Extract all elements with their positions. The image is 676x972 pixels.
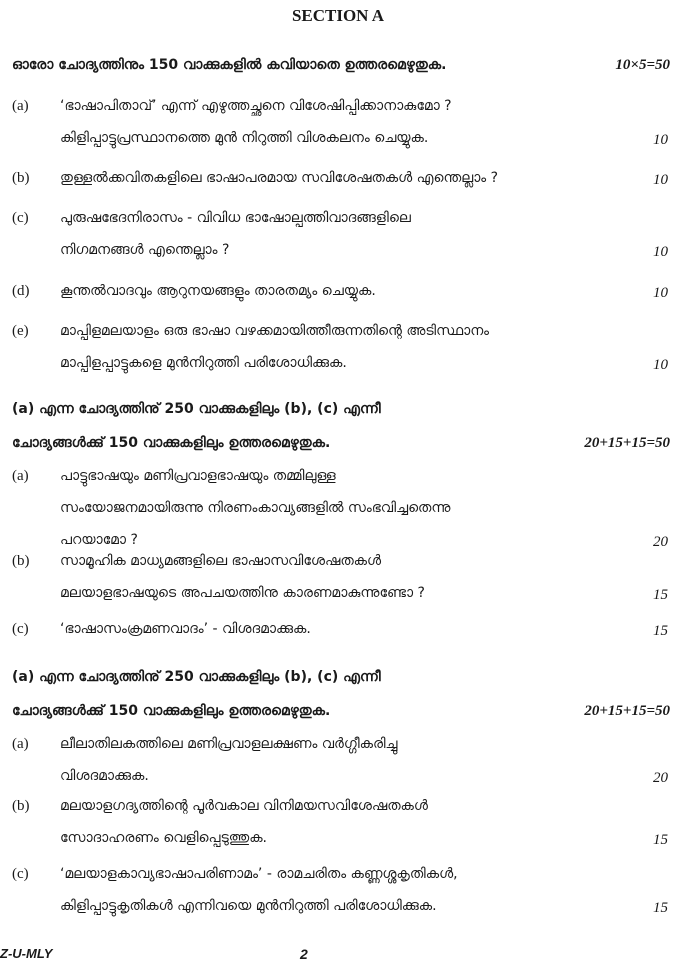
question-label: (a) <box>12 98 29 114</box>
question-line: സോദാഹരണം വെളിപ്പെടുത്തുക. <box>60 830 267 846</box>
question-2b <box>12 545 672 609</box>
question-3c <box>12 858 672 922</box>
question-marks: 10 <box>653 132 668 148</box>
question-line: ‘ഭാഷാസംക്രമണവാദം’ - വിശദമാക്കുക. <box>60 621 311 637</box>
question-text <box>60 460 615 556</box>
question-line: ‘മലയാളകാവ്യഭാഷാപരിണാമം’ - രാമചരിതം കണ്ണശ്ശകൃതികൾ, <box>60 866 458 882</box>
question-marks: 15 <box>653 900 668 916</box>
question-marks: 15 <box>653 832 668 848</box>
question-label: (d) <box>12 283 30 299</box>
question-marks: 10 <box>653 172 668 188</box>
question-text <box>60 790 615 854</box>
question-line: ലീലാതിലകത്തിലെ മണിപ്രവാളലക്ഷണം വർഗ്ഗീകരിച്ചു <box>60 736 398 752</box>
question-line: കിളിപ്പാട്ടുപ്രസ്ഥാനത്തെ മുൻ നിറുത്തി വിശകലനം ചെയ്യുക. <box>60 130 429 146</box>
total-marks: 10×5=50 <box>615 57 670 73</box>
question-1d <box>12 275 672 307</box>
question-label: (a) <box>12 468 29 484</box>
question-marks: 15 <box>653 587 668 603</box>
question-line: തുള്ളൽക്കവിതകളിലെ ഭാഷാപരമായ സവിശേഷതകൾ എന്തെല്ലാം ? <box>60 170 499 186</box>
question-line: സാമൂഹിക മാധ്യമങ്ങളിലെ ഭാഷാസവിശേഷതകൾ <box>60 553 382 569</box>
question-1a <box>12 90 672 154</box>
question-line: നിഗമനങ്ങൾ എന്തെല്ലാം ? <box>60 242 230 258</box>
question-label: (e) <box>12 323 29 339</box>
question-line: വിശദമാക്കുക. <box>60 768 149 784</box>
question-line: മലയാളഗദ്യത്തിന്റെ പൂർവകാല വിനിമയസവിശേഷതകൾ <box>60 798 428 814</box>
instruction-line: ഓരോ ചോദ്യത്തിനും 150 വാക്കുകളിൽ കവിയാതെ ഉത്തരമെഴുതുക. <box>12 57 447 73</box>
question-marks: 10 <box>653 357 668 373</box>
question-text <box>60 728 615 792</box>
question-3b <box>12 790 672 854</box>
question-line: മാപ്പിളമലയാളം ഒരു ഭാഷാ വഴക്കമായിത്തീരുന്നതിന്റെ അടിസ്ഥാനം <box>60 323 490 339</box>
question-line: കൂന്തൽവാദവും ആറുനയങ്ങളും താരതമ്യം ചെയ്യുക. <box>60 283 376 299</box>
total-marks: 20+15+15=50 <box>584 435 670 451</box>
instruction-block-2 <box>12 392 672 460</box>
question-1e <box>12 315 672 379</box>
instruction-line: (a) എന്ന ചോദ്യത്തിനു് 250 വാക്കുകളിലും (b), (c) എന്നീ <box>12 669 381 685</box>
question-2c <box>12 613 672 645</box>
instruction-line: ചോദ്യങ്ങൾക്കു് 150 വാക്കുകളിലും ഉത്തരമെഴുതുക. <box>12 703 331 719</box>
question-text <box>60 858 615 922</box>
question-text <box>60 545 615 609</box>
question-marks: 15 <box>653 623 668 639</box>
question-line: പറയാമോ ? <box>60 532 138 548</box>
question-marks: 20 <box>653 534 668 550</box>
question-1b <box>12 162 672 194</box>
instruction-line: (a) എന്ന ചോദ്യത്തിനു് 250 വാക്കുകളിലും (b), (c) എന്നീ <box>12 401 381 417</box>
paper-code: Z-U-MLY <box>0 946 53 961</box>
question-line: മാപ്പിളപ്പാട്ടുകളെ മുൻനിറുത്തി പരിശോധിക്കുക. <box>60 355 347 371</box>
question-line: ‘ഭാഷാപിതാവ്’ എന്ന് എഴുത്തച്ഛനെ വിശേഷിപ്പിക്കാനാകുമോ ? <box>60 98 452 114</box>
question-line: പാട്ടുഭാഷയും മണിപ്രവാളഭാഷയും തമ്മിലുള്ള <box>60 468 336 484</box>
question-marks: 20 <box>653 770 668 786</box>
question-line: മലയാളഭാഷയുടെ അപചയത്തിനു കാരണമാകുന്നുണ്ടോ ? <box>60 585 425 601</box>
question-label: (c) <box>12 621 29 637</box>
instruction-block-1 <box>12 48 672 82</box>
question-label: (c) <box>12 866 29 882</box>
question-line: സംയോജനമായിരുന്നു നിരണംകാവ്യങ്ങളിൽ സംഭവിച്ചതെന്നു <box>60 500 451 516</box>
question-text <box>60 90 615 154</box>
question-line: കിളിപ്പാട്ടുകൃതികൾ എന്നിവയെ മുൻനിറുത്തി പരിശോധിക്കുക. <box>60 898 437 914</box>
question-text <box>60 162 615 194</box>
section-title: SECTION A <box>291 6 385 25</box>
question-3a <box>12 728 672 792</box>
question-label: (a) <box>12 736 29 752</box>
question-2a <box>12 460 672 556</box>
question-label: (b) <box>12 798 30 814</box>
question-line: പുരുഷഭേദനിരാസം - വിവിധ ഭാഷോല്പത്തിവാദങ്ങളിലെ <box>60 210 411 226</box>
question-label: (b) <box>12 170 30 186</box>
question-text <box>60 202 615 266</box>
total-marks: 20+15+15=50 <box>584 703 670 719</box>
question-text <box>60 613 615 645</box>
question-marks: 10 <box>653 244 668 260</box>
question-text <box>60 315 615 379</box>
instruction-line: ചോദ്യങ്ങൾക്കു് 150 വാക്കുകളിലും ഉത്തരമെഴുതുക. <box>12 435 331 451</box>
question-1c <box>12 202 672 266</box>
question-marks: 10 <box>653 285 668 301</box>
question-text <box>60 275 615 307</box>
instruction-block-3 <box>12 660 672 728</box>
question-label: (c) <box>12 210 29 226</box>
page-number: 2 <box>300 946 308 962</box>
question-label: (b) <box>12 553 30 569</box>
